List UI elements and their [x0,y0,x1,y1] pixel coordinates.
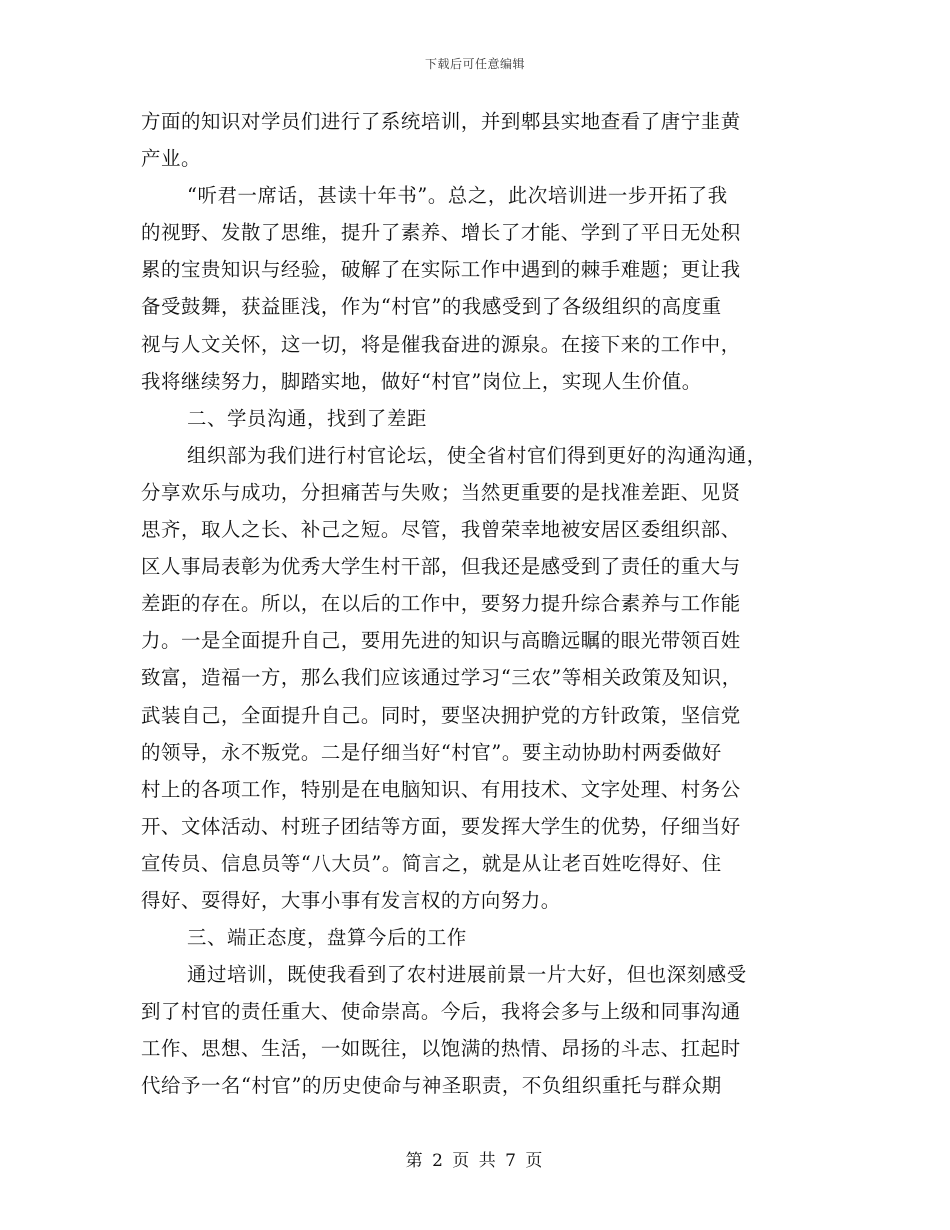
text-line: 累的宝贵知识与经验，破解了在实际工作中遇到的棘手难题；更让我 [141,258,741,282]
text-line: 通过培训，既使我看到了农村进展前景一片大好，但也深刻感受 [187,963,747,987]
text-line: 到了村官的责任重大、使命崇高。今后，我将会多与上级和同事沟通 [141,1000,741,1024]
text-line: 备受鼓舞，获益匪浅，作为“村官”的我感受到了各级组织的高度重 [141,295,722,319]
text-line: 三、端正态度，盘算今后的工作 [187,926,467,950]
text-line: 区人事局表彰为优秀大学生村干部，但我还是感受到了责任的重大与 [141,555,741,579]
text-line: 二、学员沟通，找到了差距 [187,406,427,430]
text-line: 的领导，永不叛党。二是仔细当好“村官”。要主动协助村两委做好 [141,740,722,764]
text-line: 力。一是全面提升自己，要用先进的知识与高瞻远瞩的眼光带领百姓 [141,629,741,653]
text-line: 武装自己，全面提升自己。同时，要坚决拥护党的方针政策，坚信党 [141,703,741,727]
text-line: “听君一席话，甚读十年书”。总之，此次培训进一步开拓了我 [187,184,728,208]
text-line: 分享欢乐与成功，分担痛苦与失败；当然更重要的是找准差距、见贤 [141,480,741,504]
text-line: 组织部为我们进行村官论坛，使全省村官们得到更好的沟通沟通， [187,443,767,467]
text-line: 开、文体活动、村班子团结等方面，要发挥大学生的优势，仔细当好 [141,814,741,838]
text-line: 村上的各项工作，特别是在电脑知识、有用技术、文字处理、村务公 [141,777,741,801]
text-line: 方面的知识对学员们进行了系统培训，并到郫县实地查看了唐宁韭黄 [141,110,741,133]
text-line: 我将继续努力，脚踏实地，做好“村官”岗位上，实现人生价值。 [141,369,702,393]
text-line: 产业。 [141,147,201,171]
page-number: 第 2 页 共 7 页 [405,1151,545,1171]
text-line: 差距的存在。所以，在以后的工作中，要努力提升综合素养与工作能 [141,592,741,616]
text-line: 得好、耍得好，大事小事有发言权的方向努力。 [141,888,561,912]
text-line: 宣传员、信息员等“八大员”。简言之，就是从让老百姓吃得好、住 [141,851,722,875]
page-header: 下载后可任意编辑 [424,57,525,71]
text-line: 工作、思想、生活，一如既往，以饱满的热情、昂扬的斗志、扛起时 [141,1037,741,1061]
text-line: 思齐，取人之长、补己之短。尽管，我曾荣幸地被安居区委组织部、 [141,518,741,542]
text-line: 视与人文关怀，这一切，将是催我奋进的源泉。在接下来的工作中， [141,332,741,356]
document-body [141,103,809,1105]
text-line: 致富，造福一方，那么我们应该通过学习“三农”等相关政策及知识， [141,666,742,690]
text-line: 的视野、发散了思维，提升了素养、增长了才能、学到了平日无处积 [141,221,741,245]
text-line: 代给予一名“村官”的历史使命与神圣职责，不负组织重托与群众期 [141,1074,722,1098]
